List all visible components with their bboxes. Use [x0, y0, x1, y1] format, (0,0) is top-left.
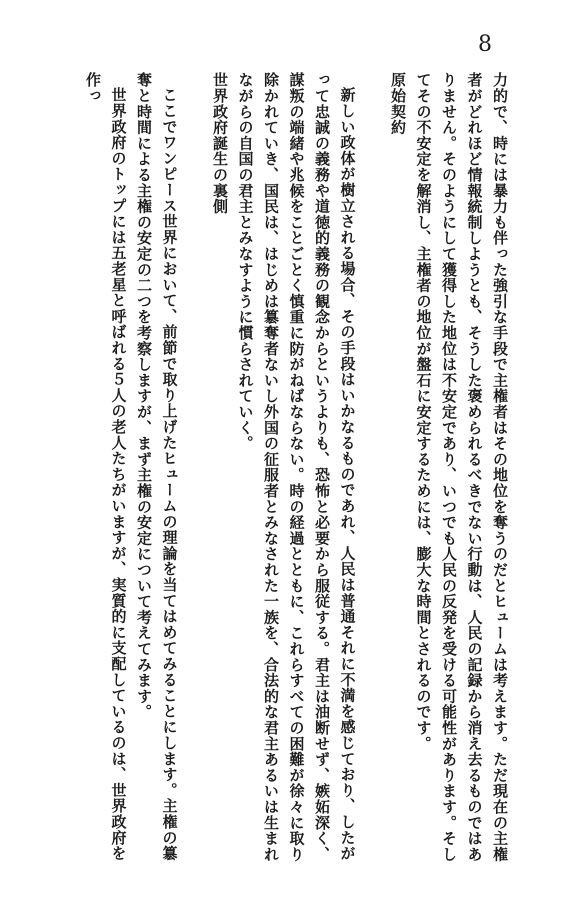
page-number: 8	[478, 32, 492, 57]
section-heading: 原始契約	[389, 72, 407, 136]
page-body	[80, 72, 513, 862]
paragraph: ここでワンピース世界において、前節で取り上げたヒュームの理論を当てはめてみることにします。主権の簒奪と時間による主権の安定の二つを考察しますが、まず主権の安定について考えてみます。	[135, 72, 179, 862]
section-heading: 世界政府誕生の裏側	[211, 72, 229, 215]
paragraph: 世界政府のトップには五老星と呼ばれる５人の老人たちがいますが、実質的に支配しているのは、世界政府を作っ	[84, 72, 128, 862]
quote-paragraph: 新しい政体が樹立される場合、その手段はいかなるものであれ、人民は普通それに不満を感じており、したがって忠誠の義務や道徳的義務の観念からというよりも、恐怖と必要から服従する。君主は油断せず、嫉妬深く、謀叛の端緒や兆候をことごとく慎重に防がねばならない。時の経過とともに、これらすべての困難が徐々に取り除かれていき、国民は、はじめは簒奪者ないし外国の征服者とみなされた一族を、合法的な君主あるいは生まれながらの自国の君主とみなすように慣らされていく。	[236, 72, 357, 862]
paragraph: 力的で、時には暴力も伴った強引な手段で主権者はその地位を奪うのだとヒュームは考えます。ただ現在の主権者がどれほど情報統制しようとも、そうした褒められるべきでない行動は、人民の記録から消え去るものではありません。そのようにして獲得した地位は不安定であり、いつでも人民の反発を受ける可能性があります。そしてその不安定を解消し、主権者の地位が盤石に安定するためには、膨大な時間とされるのです。	[414, 72, 509, 862]
